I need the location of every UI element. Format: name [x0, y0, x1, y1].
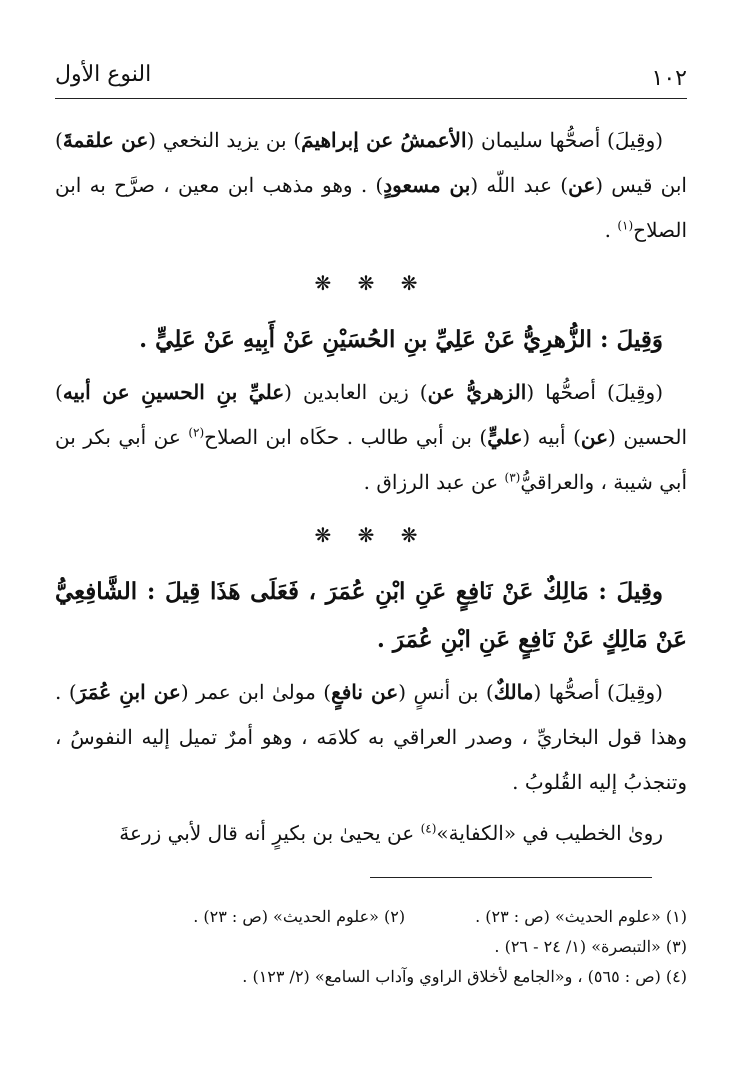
paragraph-2: (وقِيلَ) أصحُّها (الزهريُّ عن) زين العابدين (عليِّ بنِ الحسينِ عن أبيه) الحسين (عن) أبيه (عليٍّ) بن أبي طالب . حكَاه ابن الصلاح$^{(٢)}$ عن أبي بكر بن أبي شيبة ، والعراقيُّ$^{(٣)}$ عن عبد الرزاق . [55, 380, 687, 494]
footnotes [55, 902, 687, 992]
footnote-2: (٢) «علوم الحديث» (ص : ٢٣) . [193, 907, 406, 926]
section-divider: ❋ ❋ ❋ [314, 271, 428, 295]
footnote-rule [370, 877, 652, 878]
footnote-row [55, 902, 687, 932]
paragraph-1: (وقِيلَ) أصحُّها سليمان (الأعمشُ عن إبراهيمَ) بن يزيد النخعي (عن علقمةَ) ابن قيس (عن) عبد اللّه (بن مسعودٍ) . وهو مذهب ابن معين ، صرَّح به ابن الصلاح$^{(١)}$ . [55, 128, 687, 242]
footnote-ref-3: (٣) [504, 470, 521, 485]
footnote-ref-4: (٤) [420, 821, 437, 836]
footnote-3: (٣) «التبصرة» (١/ ٢٤ - ٢٦) . [494, 937, 687, 956]
section-heading-2: وقِيلَ : مَالِكٌ عَنْ نَافِعٍ عَنِ ابْنِ عُمَرَ ، فَعَلَى هَذَا قِيلَ : الشَّافِعِيُّ عَنْ مَالِكٍ عَنْ نَافِعٍ عَنِ ابْنِ عُمَرَ . [55, 578, 687, 653]
paragraph-4: روىٰ الخطيب في «الكفاية»$^{(٤)}$ عن يحيىٰ بن بكيرٍ أنه قال لأبي زرعةَ [119, 821, 663, 845]
section-heading-1: وَقِيلَ : الزُّهرِيُّ عَنْ عَلِيِّ بنِ الحُسَيْنِ عَنْ أَبِيهِ عَنْ عَلِيٍّ . [139, 326, 663, 353]
running-title: النوع الأول [55, 62, 152, 87]
footnote-ref-1: (١) [617, 218, 634, 233]
header-rule [55, 98, 687, 99]
footnote-ref-2: (٢) [188, 425, 205, 440]
paragraph-3: (وقِيلَ) أصحُّها (مالكٌ) بن أنسٍ (عن نافعٍ) مولىٰ ابن عمر (عن ابنِ عُمَرَ) . وهذا قول البخاريِّ ، وصدر العراقي به كلامَه ، وهو أمرٌ تميل إليه النفوسُ ، وتنجذبُ إليه القُلوبُ . [55, 680, 687, 794]
main-text [55, 118, 687, 862]
section-divider: ❋ ❋ ❋ [314, 523, 428, 547]
page-header [55, 60, 687, 94]
footnote-1: (١) «علوم الحديث» (ص : ٢٣) . [475, 907, 687, 926]
page-number: ١٠٢ [651, 66, 687, 91]
footnote-4: (٤) (ص : ٥٦٥) ، و«الجامع لأخلاق الراوي وآداب السامع» (٢/ ١٢٣) . [242, 967, 687, 986]
